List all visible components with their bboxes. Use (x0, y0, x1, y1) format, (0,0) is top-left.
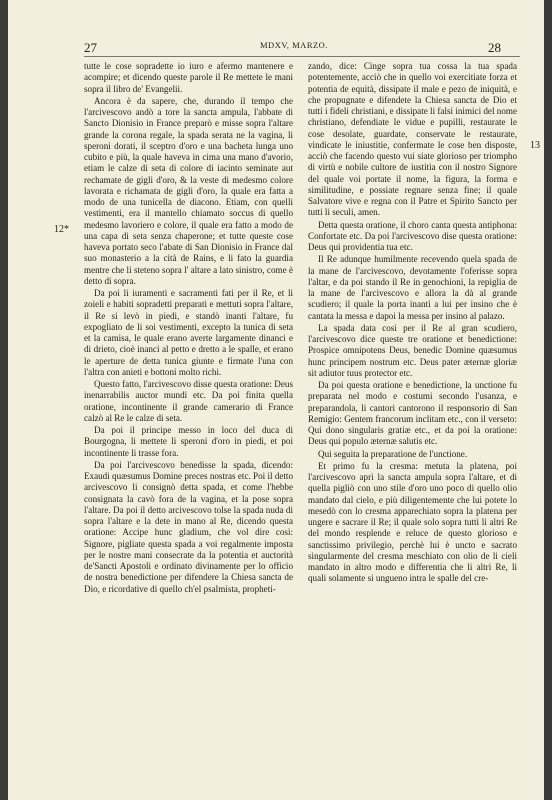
paragraph: Da poi li iuramenti e sacramenti fati per il Re, et li zoieli e habiti sopradetti preparati e mettuti sopra l'altare, il Re si levò in piedi, e standò inanti l'altare, fu expogliato de li soi vestimenti, excepto la tunica di seta et la camisa, le quale erano averte largamente dinanci e di drieto, cioè inanci al petto e dretto a le spalle, et erano le aperture de detta tunica giunte e firmate l'una con l'altra con anieti e bottoni molto richi. (84, 288, 293, 377)
paragraph: Da poi l'arcivescovo benedisse la spada, dicendo: Exaudi quæsumus Domine preces nostras etc. Poi il detto arcivescovo li consignò detta spada, et come l'hebbe consignata la cavò fora de la vagina, et la pose sopra l'altare. Da poi il detto arcivescovo tolse la spada nuda di sopra l'altare e la dete in mano al Re, dicendo questa oratione: Accipe hunc gladium, che vol dire così: Signore, pigliate questa spada a voi regalmente imposta per le nostre mani consecrate da la potentia et auctorità de'Sancti Apostoli e ordinato divinamente per lo officio de nostra benedictione per difendere la Chiesa sancta de Dio, e ricordative di quello ch'el psalmista, propheti- (84, 459, 293, 594)
left-column (84, 61, 293, 596)
paragraph: Et primo fu la cresma: metuta la platena, poi l'arcivescovo aprì la sancta ampula sopra l'altare, et di quella pigliò con uno stile d'oro uno poco di quello olio mandato dal cielo, e più diligentemente che lui potete lo mesedò con lo cresma apparechiato sopra la platena per ungere e sacrare il Re; il quale solo sopra tutti li altri Re del mondo resplende e reluce de questo glorioso e sanctissimo privilegio, perchè lui è uncto e sacrato singularmente del cresma meschiato con olio de li cieli mandato in altro modo e differentia che li altri Re, li quali solamente si ungueno intra le spalle del cre- (308, 460, 517, 584)
running-title: MDXV, MARZO. (260, 40, 328, 50)
paragraph: Il Re adunque humilmente recevendo quela spada de la mane de l'arcivescovo, devotamente l'oferisse sopra l'altar, e da poi stando il Re in genochioni, la repiglia de la mane de l'arcivescovo e allora la dà al grande scudiero; il quale la porta inanti a lui per insino che è cantata la messa e dapoi la messa per insino al palazo. (308, 254, 517, 321)
right-column (308, 61, 517, 586)
paragraph: Ancora è da sapere, che, durando il tempo che l'arcivescovo andò a tore la sancta ampula, l'abbate di Sancto Dionisio in France preparò e misse sopra l'altare grande la corona regale, la spada serata ne la vagina, li speroni dorati, il sceptro d'oro e una bacheta lunga uno cubito e più, la quale haveva in cima una mano d'avorio, etiam le calze di seta di colore di iacinto seminate aut rechamate de gigli d'oro, & la veste di medesmo colore lavorata e richamata de gigli d'oro, la quale era fatta a modo de una tunicella de diacono. Etiam, con quelli vestimenti, era il mantello chiamato soccus di quello medesmo lavoriero e colore, il quale era fatto a modo de una capa di seta senza chaperone; et tutte queste cose haveva portato seco l'abate di San Dionisio in France dal suo monasterio a la cità de Rains, e li fato la guardia mentre che li steteno sopra l' altare a lato sinistro, come è detto di sopra. (84, 95, 293, 286)
page-number-right: 28 (488, 40, 501, 55)
paragraph: Detta questa oratione, il choro canta questa antiphona: Confortate etc. Da poi l'arcivescovo dise questa oratione: Deus qui providentia tua etc. (308, 219, 517, 252)
paragraph: La spada data così per il Re al gran scudiero, l'arcivescovo dice queste tre oratione et benedictione: Prospice omnipotens Deus, benedic Domine quæsumus hunc principem nostrum etc. Deus pater æternæ gloriæ sit adiutor tuus protector etc. (308, 322, 517, 378)
paragraph: Da poi il principe messo in loco del duca di Bourgogna, li mettete li speroni d'oro in piedi, et poi incontinente li trasse fora. (84, 425, 293, 458)
margin-note-left: 12* (54, 224, 69, 235)
paragraph: Qui seguita la preparatione de l'unctione. (318, 448, 468, 459)
page-number-left: 27 (84, 40, 97, 55)
margin-note-right: 13 (530, 140, 540, 151)
paragraph: zando, dice: Cinge sopra tua cossa la tua spada potentemente, acciò che in quello voi exercitiate forza et potentia de equità, dissipate il male e pezo de iniquità, e che propugnate e difendete la Chiesa sancta de Dio et tutti i fideli christiani, e dissipate li falsi inimici del nome christiano, defendiate le vidue e pupilli, restaurate le cose desolate, guardate, conservate le restaurate, vindicate le iniustitie, confermate le cose ben disposte, acciò che facendo questo vui siate glorioso per triompho di virtù e nobile cultore de iustitia con il nostro Signore del quale voi portate il nome, la figura, la forma e similitudine, e possiate regnare senza fine; il quale Salvatore vive e regna con il Patre et Spirito Sancto per tutti li seculi, amen. (308, 61, 517, 218)
document-page (8, 0, 544, 800)
paragraph: tutte le cose sopradette io iuro e afermo mantenere e acompire; et dicendo queste parole il Re mettete le mani sopra il libro de' Evangelii. (84, 61, 293, 94)
paragraph: Questo fatto, l'arcivescovo disse questa oratione: Deus inenarrabilis auctor mundi etc. Da poi finita quella oratione, incontinente il grande camerario di France calzò al Re le calze di seta. (84, 379, 293, 423)
paragraph: Da poi questa oratione e benedictione, la unctione fu preparata nel modo e costumi secondo l'usanza, e preparandola, li cantori cantorono il responsorio di San Remigio: Gentem francorum inclitam etc., con il verseto: Qui dono singularis gratiæ etc., et da poi la oratione: Deus qui populo æternæ salutis etc. (308, 380, 517, 447)
header-rule (84, 56, 520, 57)
